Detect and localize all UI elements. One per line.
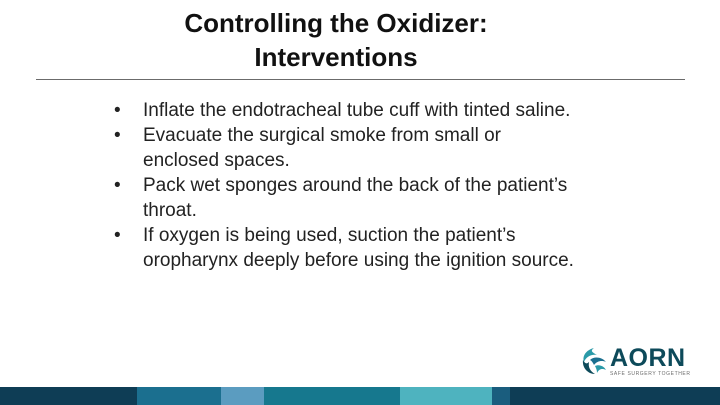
footer-segment (510, 387, 720, 405)
slide-title-line-2: Interventions (254, 42, 418, 72)
bullet-text: If oxygen is being used, suction the patient’s oropharynx deeply before using the ignition source. (143, 225, 574, 271)
logo-tagline: SAFE SURGERY TOGETHER (610, 371, 691, 377)
bullet-list (112, 98, 582, 273)
bullet-item (112, 173, 582, 223)
slide-title (0, 6, 672, 74)
footer-segment (264, 387, 400, 405)
aorn-swirl-icon (580, 346, 608, 376)
aorn-logo (580, 342, 690, 382)
bullet-item (112, 223, 582, 273)
bullet-dot: • (114, 125, 121, 146)
bullet-item (112, 123, 582, 173)
bullet-dot: • (114, 225, 121, 246)
footer-color-bar (0, 387, 720, 405)
bullet-dot: • (114, 100, 121, 121)
title-divider (36, 79, 685, 80)
bullet-text: Inflate the endotracheal tube cuff with tinted saline. (143, 100, 571, 121)
footer-segment (221, 387, 264, 405)
bullet-item (112, 98, 582, 123)
footer-segment (0, 387, 137, 405)
bullet-text: Evacuate the surgical smoke from small or enclosed spaces. (143, 125, 501, 171)
bullet-dot: • (114, 175, 121, 196)
footer-segment (137, 387, 221, 405)
slide-title-line-1: Controlling the Oxidizer: (184, 8, 488, 38)
bullet-text: Pack wet sponges around the back of the patient’s throat. (143, 175, 568, 221)
footer-segment (492, 387, 510, 405)
footer-segment (400, 387, 492, 405)
logo-wordmark: AORN (610, 344, 686, 372)
